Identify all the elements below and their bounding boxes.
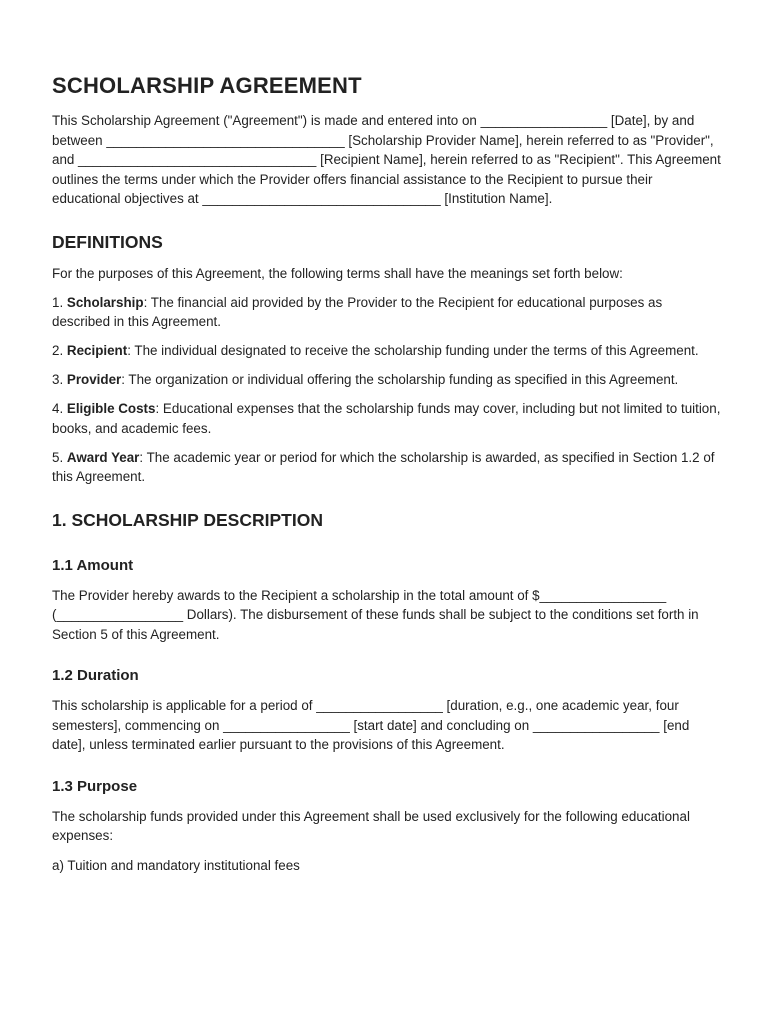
definition-number: 2. xyxy=(52,343,64,358)
definition-number: 1. xyxy=(52,294,64,310)
definition-term: Award Year xyxy=(66,449,140,465)
document-title: SCHOLARSHIP AGREEMENT xyxy=(52,73,362,98)
amount-paragraph: The Provider hereby awards to the Recipient a scholarship in the total amount of $_________________ (_________________ Dollars). The disbursement of these funds shall be subject to the conditions set forth in Section 5 of this Agreement. xyxy=(52,587,699,642)
purpose-paragraph: The scholarship funds provided under this Agreement shall be used exclusively for the following educational expenses: xyxy=(52,808,690,843)
section-1-heading: 1. SCHOLARSHIP DESCRIPTION xyxy=(52,509,323,530)
intro-paragraph: This Scholarship Agreement ("Agreement") is made and entered into on _________________ [Date], by and between ________________________________ [Scholarship Provider Name], herein referred to as "Provider", and ________________________________ [Recipient Name], herein referred to as "Recipient". This Agreement outlines the terms under which the Provider offers financial assistance to the Recipient to pursue their educational objectives at ________________________________ [Institution Name]. xyxy=(52,113,721,206)
definition-text: : The organization or individual offering the scholarship funding as specified in this Agreement. xyxy=(121,372,679,387)
purpose-list-item: a) Tuition and mandatory institutional fees xyxy=(52,857,300,873)
definition-term: Eligible Costs xyxy=(66,401,156,416)
definition-term: Scholarship xyxy=(66,294,144,310)
duration-paragraph: This scholarship is applicable for a period of _________________ [duration, e.g., one academic year, four semesters], commencing on _________________ [start date] and concluding on _________________ [end date], unless terminated earlier pursuant to the provisions of this Agreement. xyxy=(52,698,690,752)
definition-number: 3. xyxy=(52,372,64,387)
definition-term: Recipient xyxy=(66,343,128,358)
definition-item xyxy=(52,399,722,438)
subsection-duration-heading: 1.2 Duration xyxy=(52,667,139,684)
document-body xyxy=(52,72,722,875)
definition-number: 5. xyxy=(52,449,64,465)
definition-text: : Educational expenses that the scholarship funds may cover, including but not limited to tuition, books, and academic fees. xyxy=(52,401,721,436)
definitions-lead: For the purposes of this Agreement, the following terms shall have the meanings set forth below: xyxy=(52,265,623,281)
definition-term: Provider xyxy=(66,372,122,387)
definition-number: 4. xyxy=(52,401,64,416)
definition-item xyxy=(52,293,722,332)
definition-text: : The academic year or period for which the scholarship is awarded, as specified in Section 1.2 of this Agreement. xyxy=(52,449,715,484)
definition-text: : The financial aid provided by the Provider to the Recipient for educational purposes as described in this Agreement. xyxy=(52,294,663,329)
definition-text: : The individual designated to receive the scholarship funding under the terms of this Agreement. xyxy=(127,343,699,358)
definition-item xyxy=(52,370,722,390)
subsection-purpose-heading: 1.3 Purpose xyxy=(52,777,138,795)
definition-item xyxy=(52,448,722,487)
subsection-amount-heading: 1.1 Amount xyxy=(52,556,134,574)
definitions-heading: DEFINITIONS xyxy=(52,231,163,252)
definition-item xyxy=(52,341,722,361)
